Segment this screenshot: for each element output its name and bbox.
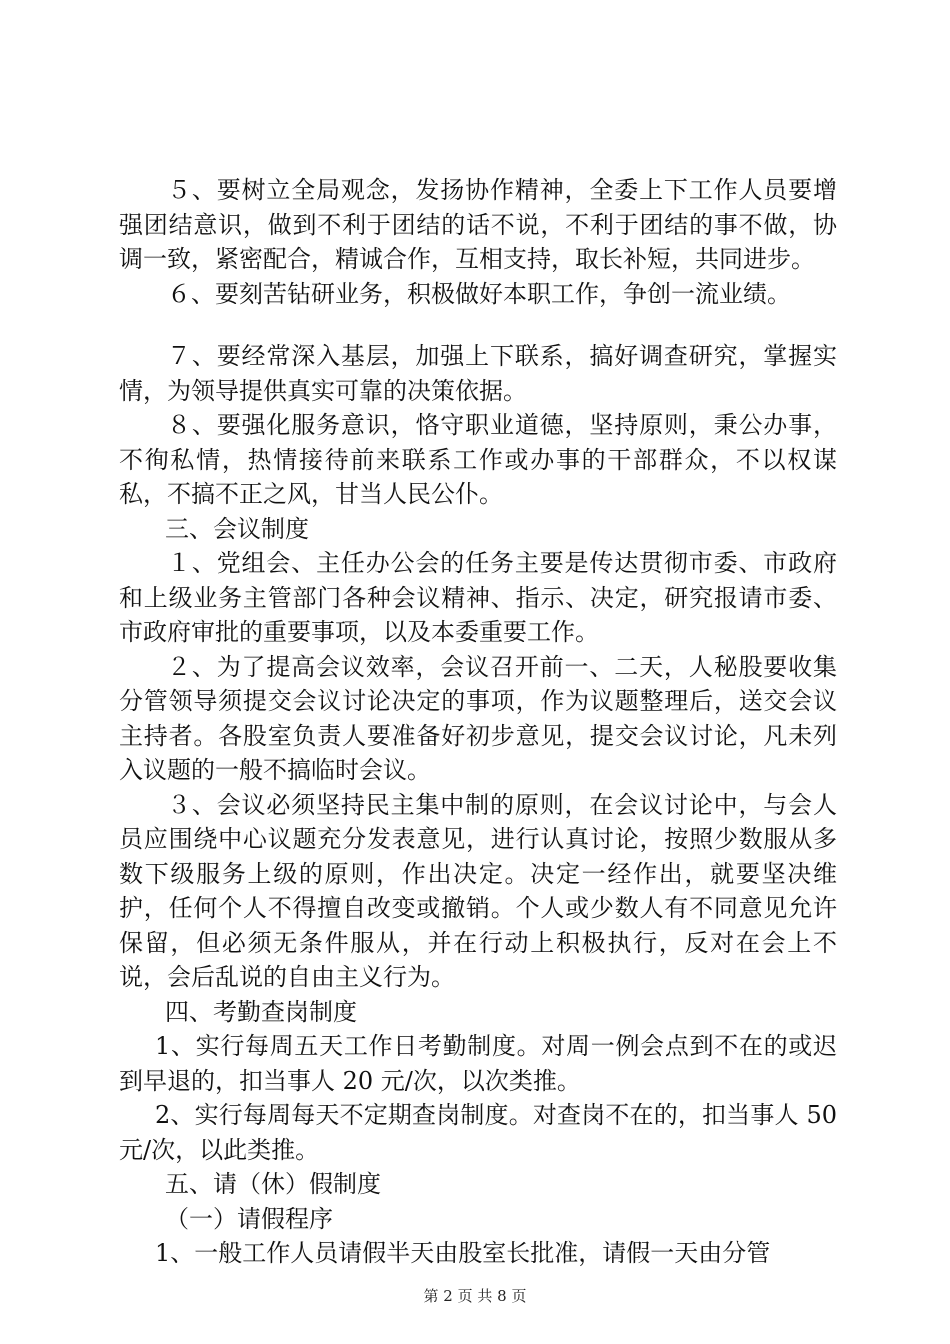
document-body [119, 173, 837, 1271]
section-heading-attendance: 四、考勤查岗制度 [165, 997, 357, 1026]
paragraph-gap [119, 311, 837, 339]
paragraph-attendance-2: 2、实行每周每天不定期查岗制度。对查岗不在的，扣当事人 50 元/次，以此类推。 [119, 1101, 837, 1164]
paragraph-meetings-2: ２、为了提高会议效率，会议召开前一、二天，人秘股要收集分管领导须提交会议讨论决定的事项，作为议题整理后，送交会议主持者。各股室负责人要准备好初步意见，提交会议讨论，凡未列入议题的一般不搞临时会议。 [119, 652, 837, 784]
paragraph-meetings-3: ３、会议必须坚持民主集中制的原则，在会议讨论中，与会人员应围绕中心议题充分发表意见，进行认真讨论，按照少数服从多数下级服务上级的原则，作出决定。决定一经作出，就要坚决维护，任何个人不得擅自改变或撤销。个人或少数人有不同意见允许保留，但必须无条件服从，并在行动上积极执行，反对在会上不说，会后乱说的自由主义行为。 [119, 790, 837, 991]
paragraph-item-7: ７、要经常深入基层，加强上下联系，搞好调查研究，掌握实情，为领导提供真实可靠的决策依据。 [119, 342, 837, 405]
section-heading-meetings: 三、会议制度 [165, 514, 309, 543]
paragraph-item-5: ５、要树立全局观念，发扬协作精神，全委上下工作人员要增强团结意识，做到不利于团结的话不说，不利于团结的事不做，协调一致，紧密配合，精诚合作，互相支持，取长补短，共同进步。 [119, 176, 837, 273]
page-footer: 第 2 页 共 8 页 [423, 1287, 527, 1305]
section-heading-leave: 五、请（休）假制度 [165, 1170, 381, 1198]
paragraph-leave-1: 1、一般工作人员请假半天由股室长批准，请假一天由分管 [155, 1239, 771, 1267]
paragraph-attendance-1: 1、实行每周五天工作日考勤制度。对周一例会点到不在的或迟到早退的，扣当事人 20 元/次，以次类推。 [119, 1032, 837, 1095]
paragraph-item-6: ６、要刻苦钻研业务，积极做好本职工作，争创一流业绩。 [167, 279, 791, 308]
paragraph-meetings-1: １、党组会、主任办公会的任务主要是传达贯彻市委、市政府和上级业务主管部门各种会议精神、指示、决定，研究报请市委、市政府审批的重要事项，以及本委重要工作。 [119, 549, 837, 646]
paragraph-item-8: ８、要强化服务意识，恪守职业道德，坚持原则，秉公办事，不徇私情，热情接待前来联系工作或办事的干部群众，不以权谋私，不搞不正之风，甘当人民公仆。 [119, 411, 837, 508]
subsection-heading-leave-procedure: （一）请假程序 [165, 1204, 333, 1233]
